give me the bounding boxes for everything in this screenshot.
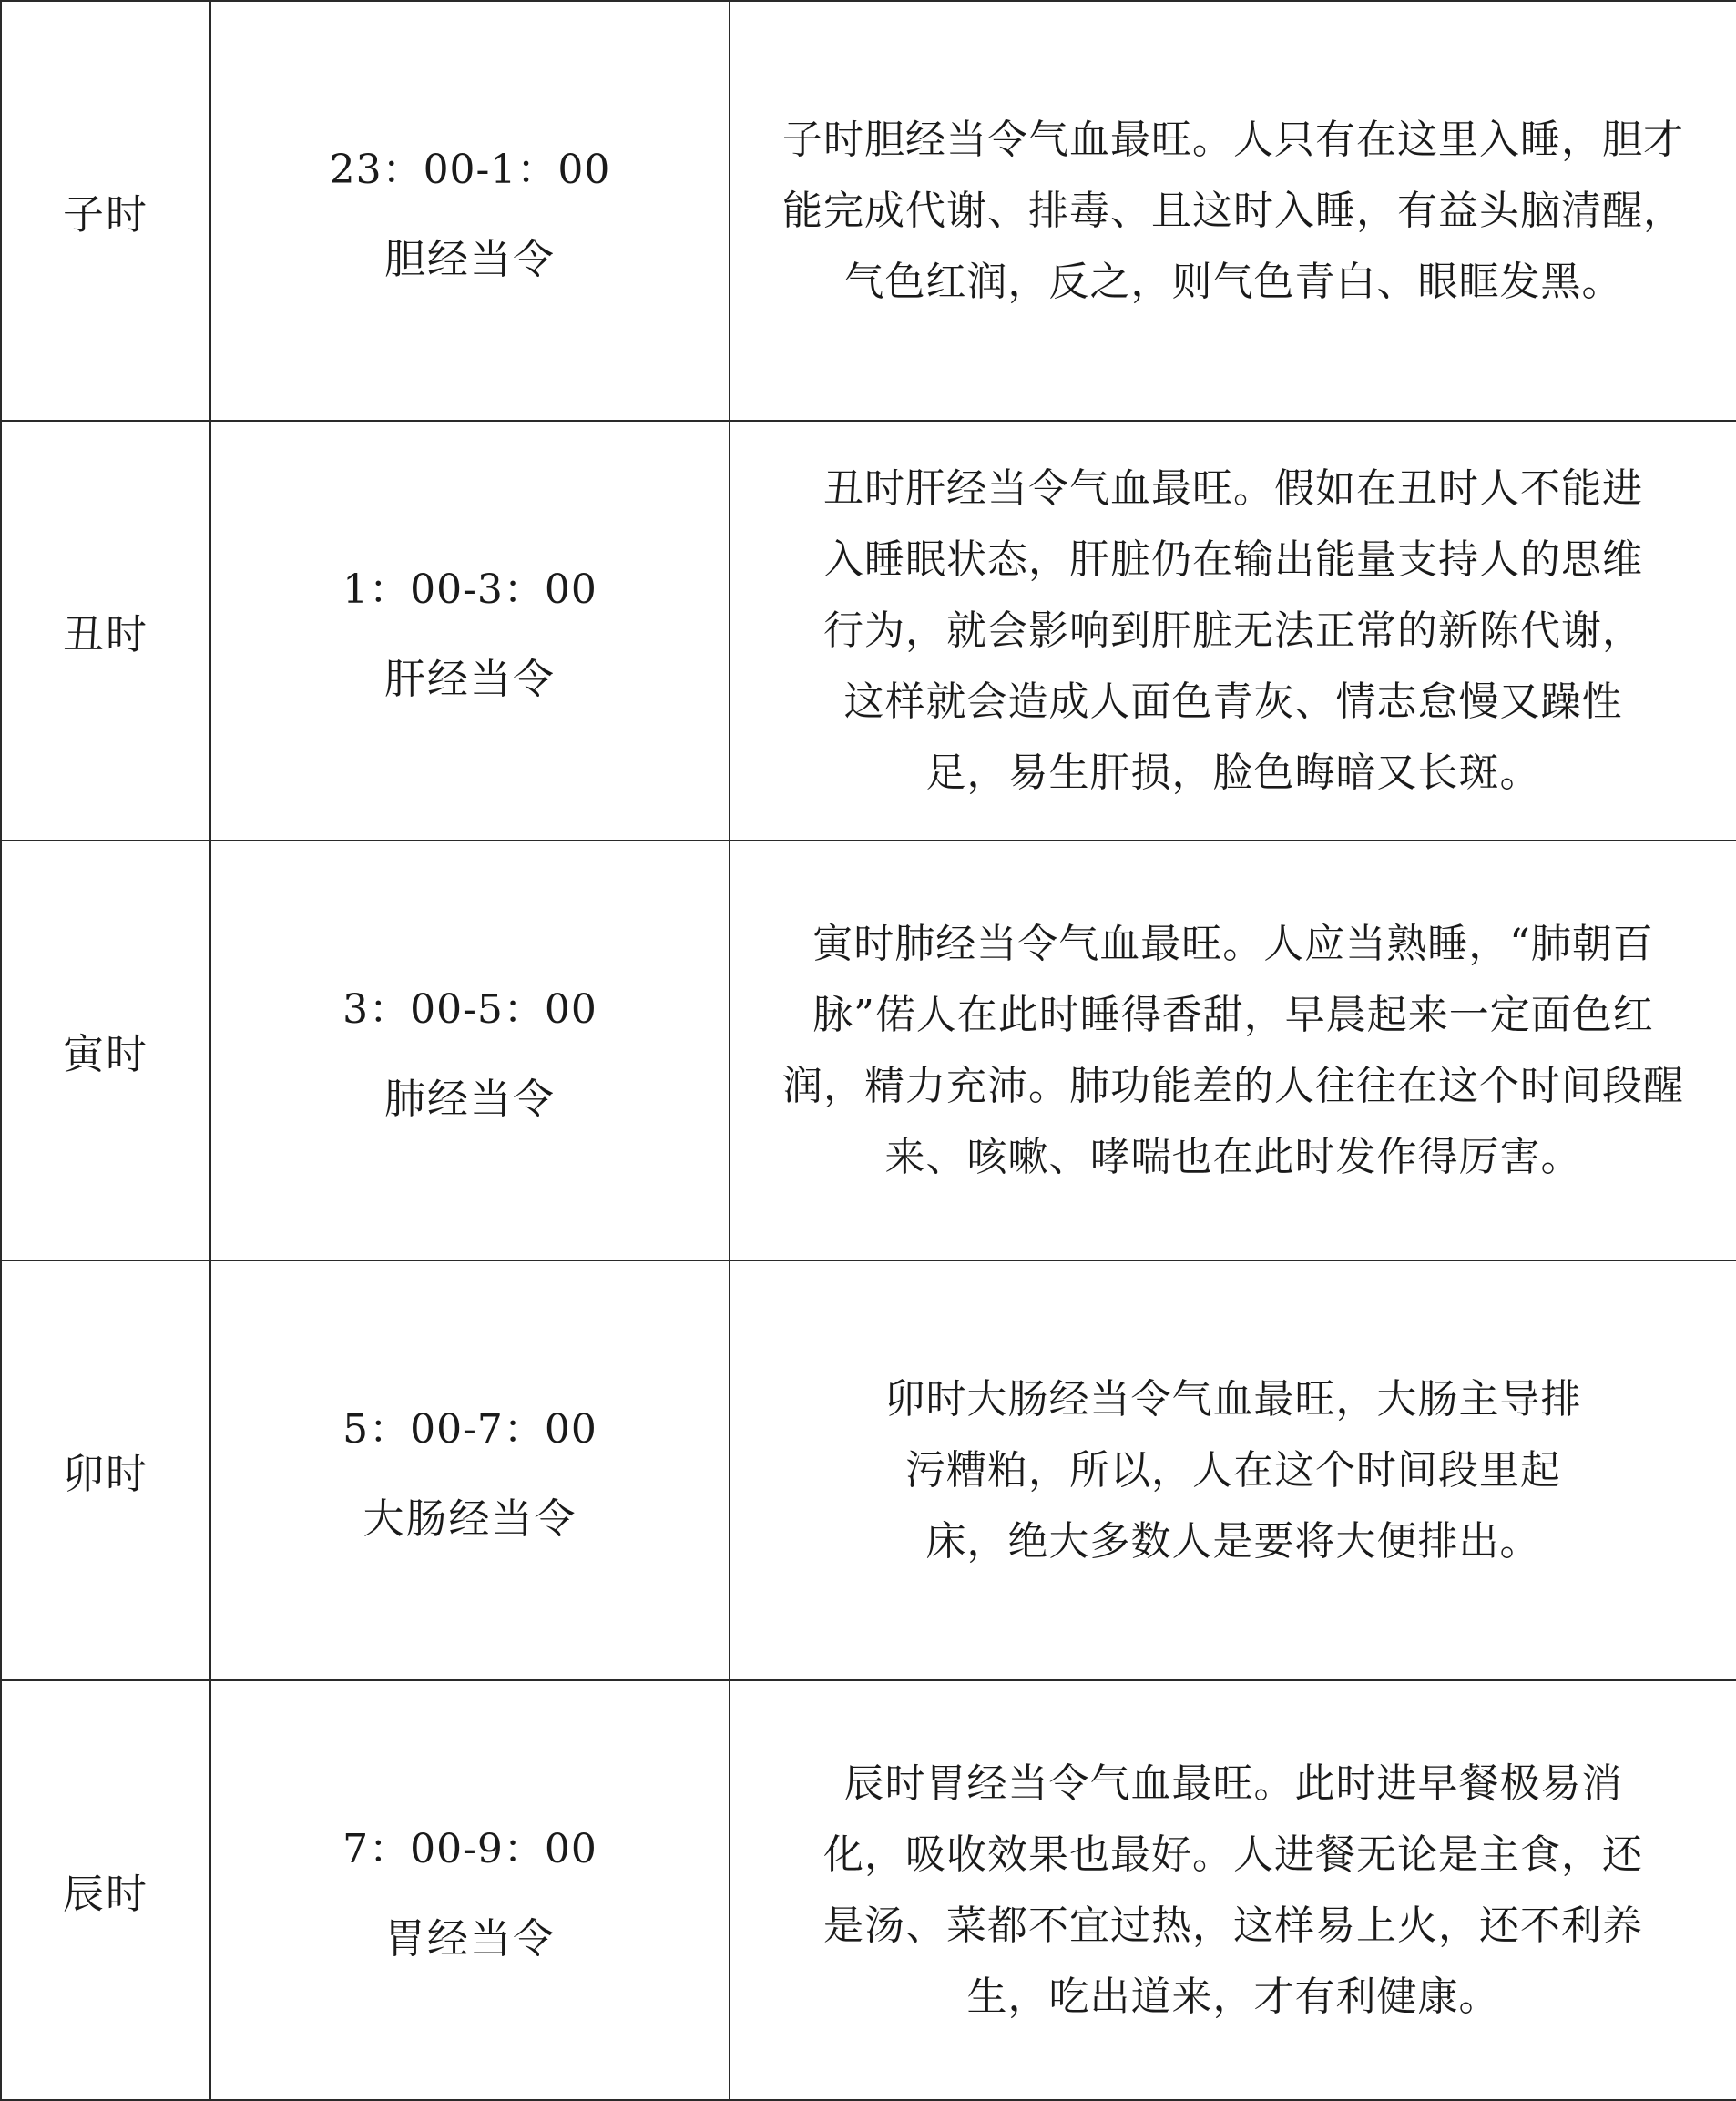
time-cell xyxy=(210,1260,730,1680)
time-range: 5：00-7：00 xyxy=(342,1406,597,1453)
meridian-name: 肺经当令 xyxy=(383,1075,556,1123)
description-cell xyxy=(730,1680,1736,2100)
table-row xyxy=(1,1680,1736,2100)
meridian-name: 胃经当令 xyxy=(383,1914,556,1963)
period-cell xyxy=(1,1680,210,2100)
time-block xyxy=(211,137,729,285)
period-name: 卯时 xyxy=(62,1450,148,1498)
time-range: 1：00-3：00 xyxy=(342,566,597,613)
period-cell xyxy=(1,1,210,421)
description-cell xyxy=(730,841,1736,1260)
period-cell xyxy=(1,421,210,841)
time-cell xyxy=(210,421,730,841)
description-text: 丑时肝经当令气血最旺。假如在丑时人不能进入睡眠状态，肝脏仍在输出能量支持人的思维行为，就会影响到肝脏无法正常的新陈代谢，这样就会造成人面色青灰、情志怠慢又躁性足，易生肝损，脸色晦暗又长斑。 xyxy=(823,464,1643,796)
description-text: 辰时胃经当令气血最旺。此时进早餐极易消化，吸收效果也最好。人进餐无论是主食，还是汤、菜都不宜过热，这样易上火，还不利养生，吃出道来，才有利健康。 xyxy=(823,1759,1643,2020)
time-cell xyxy=(210,1,730,421)
time-block xyxy=(211,1816,729,1964)
description-cell xyxy=(730,1260,1736,1680)
time-block xyxy=(211,1396,729,1545)
period-name: 辰时 xyxy=(62,1870,148,1918)
description-cell xyxy=(730,421,1736,841)
table-row xyxy=(1,841,1736,1260)
period-name: 子时 xyxy=(62,190,148,239)
period-cell xyxy=(1,1260,210,1680)
meridian-name: 大肠经当令 xyxy=(363,1494,577,1543)
time-block xyxy=(211,976,729,1125)
period-name: 寅时 xyxy=(62,1030,148,1078)
time-cell xyxy=(210,1680,730,2100)
table-row xyxy=(1,1,1736,421)
table-row xyxy=(1,421,1736,841)
description-text: 卯时大肠经当令气血最旺，大肠主导排污糟粕，所以，人在这个时间段里起床，绝大多数人是要将大便排出。 xyxy=(884,1375,1582,1565)
description-cell xyxy=(730,1,1736,421)
meridian-name: 肝经当令 xyxy=(383,655,556,703)
table-row xyxy=(1,1260,1736,1680)
description-text: 子时胆经当令气血最旺。人只有在这里入睡，胆才能完成代谢、排毒、且这时入睡，有益头脑清醒，气色红润，反之，则气色青白、眼眶发黑。 xyxy=(782,116,1684,305)
time-range: 7：00-9：00 xyxy=(342,1826,597,1872)
period-name: 丑时 xyxy=(62,610,148,658)
period-cell xyxy=(1,841,210,1260)
description-text: 寅时肺经当令气血最旺。人应当熟睡，“肺朝百脉”偌人在此时睡得香甜，早晨起来一定面色红润，精力充沛。肺功能差的人往往在这个时间段醒来、咳嗽、哮喘也在此时发作得厉害。 xyxy=(782,920,1684,1180)
time-range: 3：00-5：00 xyxy=(342,986,597,1033)
time-cell xyxy=(210,841,730,1260)
meridian-name: 胆经当令 xyxy=(383,235,556,283)
time-block xyxy=(211,556,729,705)
time-range: 23：00-1：00 xyxy=(329,147,611,193)
